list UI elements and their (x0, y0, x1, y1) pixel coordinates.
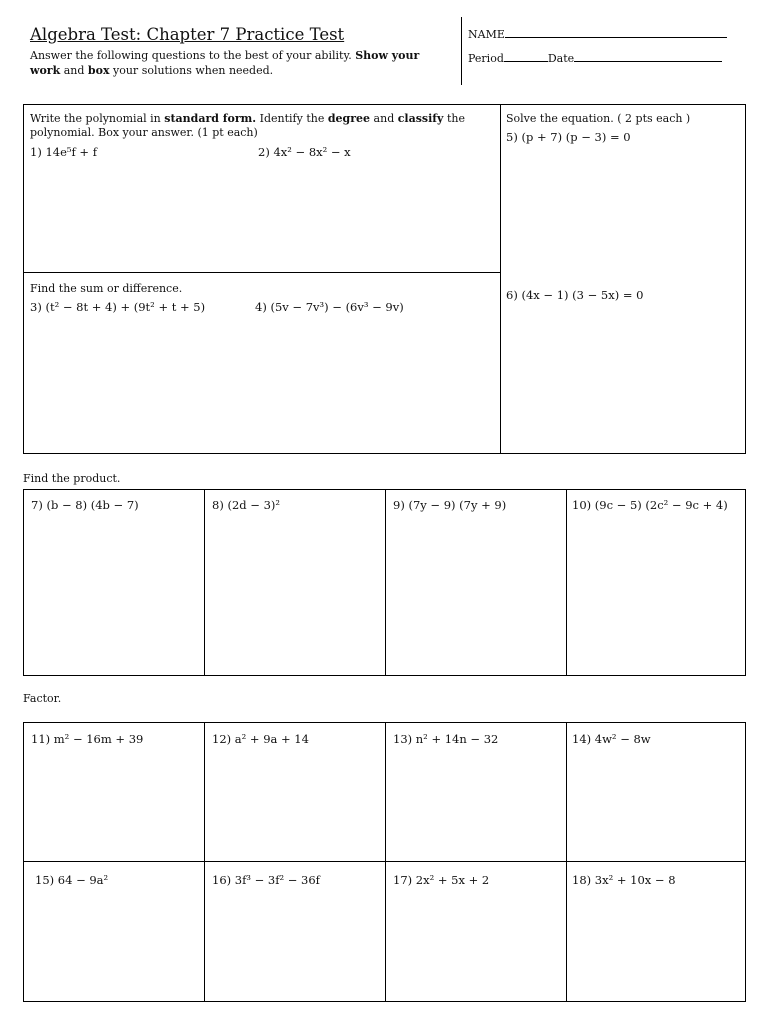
question-12: 12) a² + 9a + 14 (212, 732, 309, 746)
date-label: Date (547, 52, 575, 65)
question-3: 3) (t² − 8t + 4) + (9t² + t + 5) (30, 300, 206, 314)
factor-box (23, 722, 746, 1002)
factor-column (567, 723, 745, 1001)
top-vertical-divider (500, 104, 501, 454)
poly-intro-standard-form: standard form. (164, 112, 257, 125)
instructions (30, 48, 450, 78)
product-cell (24, 490, 205, 675)
question-4: 4) (5v − 7v³) − (6v³ − 9v) (255, 300, 404, 314)
instructions-text-end: your solutions when needed. (113, 64, 274, 77)
question-9: 9) (7y − 9) (7y + 9) (393, 498, 507, 512)
page-title: Algebra Test: Chapter 7 Practice Test (30, 25, 345, 44)
name-label: NAME (468, 28, 505, 41)
header-divider (461, 17, 462, 85)
poly-intro-a: Write the polynomial in (30, 112, 161, 125)
product-box (23, 489, 746, 676)
factor-column (24, 723, 205, 1001)
factor-column (205, 723, 386, 1001)
question-11: 11) m² − 16m + 39 (31, 732, 144, 746)
question-1: 1) 14e⁵f + f (30, 145, 97, 159)
question-18: 18) 3x² + 10x − 8 (572, 873, 676, 887)
product-cell (386, 490, 567, 675)
factor-heading: Factor. (23, 692, 62, 705)
period-label: Period (468, 52, 504, 65)
factor-column (386, 723, 567, 1001)
question-13: 13) n² + 14n − 32 (393, 732, 499, 746)
polynomial-instructions (30, 112, 490, 140)
instructions-text: Answer the following questions to the best of your ability. (30, 49, 352, 62)
question-6: 6) (4x − 1) (3 − 5x) = 0 (506, 288, 644, 302)
question-5: 5) (p + 7) (p − 3) = 0 (506, 130, 631, 144)
instructions-bold-show-work: Show your work (30, 49, 420, 77)
name-field[interactable] (468, 27, 727, 41)
poly-intro-degree: degree (327, 112, 371, 125)
product-heading: Find the product. (23, 472, 121, 485)
poly-intro-d: the polynomial. Box your answer. (1 pt each) (30, 112, 465, 139)
period-blank[interactable] (504, 51, 548, 62)
section-top-box (23, 104, 746, 454)
poly-intro-classify: classify (397, 112, 444, 125)
instructions-text-and: and (63, 64, 85, 77)
poly-intro-c: and (373, 112, 395, 125)
question-10: 10) (9c − 5) (2c² − 9c + 4) (572, 498, 728, 512)
product-cell (205, 490, 386, 675)
poly-intro-b: Identify the (259, 112, 325, 125)
question-8: 8) (2d − 3)² (212, 498, 280, 512)
question-7: 7) (b − 8) (4b − 7) (31, 498, 139, 512)
question-16: 16) 3f³ − 3f² − 36f (212, 873, 320, 887)
question-2: 2) 4x² − 8x² − x (258, 145, 351, 159)
name-blank[interactable] (505, 27, 727, 38)
instructions-bold-box: box (87, 64, 110, 77)
sum-difference-heading: Find the sum or difference. (30, 282, 183, 295)
date-blank[interactable] (574, 51, 722, 62)
product-cell (567, 490, 745, 675)
question-17: 17) 2x² + 5x + 2 (393, 873, 490, 887)
period-date-field (468, 51, 722, 65)
solve-heading: Solve the equation. ( 2 pts each ) (506, 112, 691, 125)
top-horizontal-divider (23, 272, 501, 273)
question-15: 15) 64 − 9a² (35, 873, 109, 887)
question-14: 14) 4w² − 8w (572, 732, 651, 746)
